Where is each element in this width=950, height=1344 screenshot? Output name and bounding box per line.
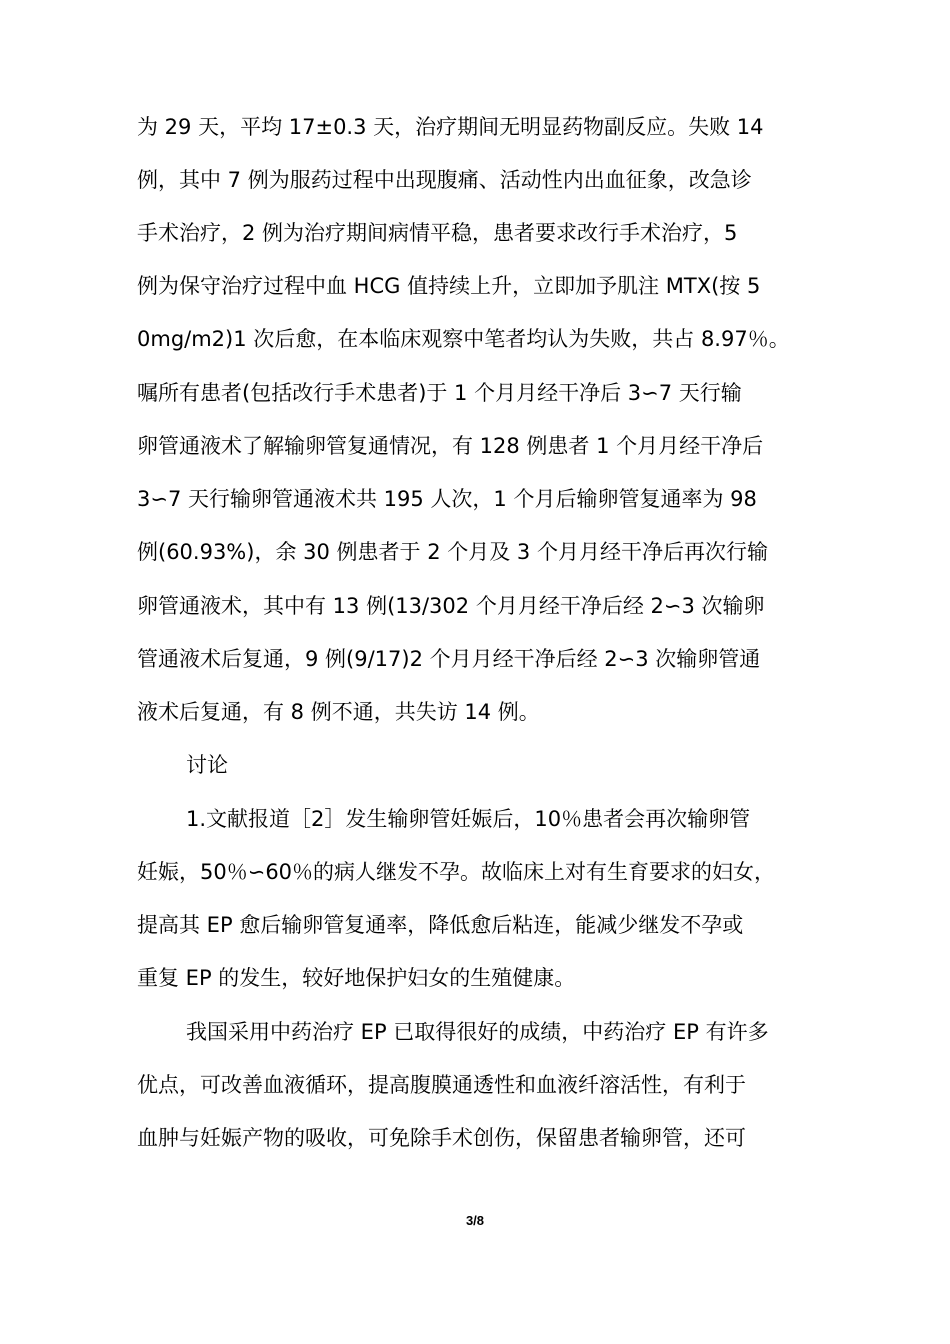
text-line: 嘱所有患者(包括改行手术患者)于 1 个月月经干净后 3∽7 天行输 bbox=[137, 381, 742, 405]
text-line: 血肿与妊娠产物的吸收，可免除手术创伤，保留患者输卵管，还可 bbox=[137, 1126, 746, 1150]
text-line: 提高其 EP 愈后输卵管复通率，降低愈后粘连，能减少继发不孕或 bbox=[137, 913, 744, 937]
text-line: 例(60.93%)，余 30 例患者于 2 个月及 3 个月月经干净后再次行输 bbox=[137, 540, 768, 564]
text-line: 例，其中 7 例为服药过程中出现腹痛、活动性内出血征象，改急诊 bbox=[137, 168, 752, 192]
text-line: 管通液术后复通，9 例(9/17)2 个月月经干净后经 2∽3 次输卵管通 bbox=[137, 647, 761, 671]
text-line: 卵管通液术了解输卵管复通情况，有 128 例患者 1 个月月经干净后 bbox=[137, 434, 764, 458]
text-line: 妊娠，50％∽60％的病人继发不孕。故临床上对有生育要求的妇女， bbox=[137, 860, 776, 884]
text-line: 液术后复通，有 8 例不通，共失访 14 例。 bbox=[137, 700, 540, 724]
text-line: 例为保守治疗过程中血 HCG 值持续上升，立即加予肌注 MTX(按 5 bbox=[137, 274, 761, 298]
text-line: 1.文献报道［2］发生输卵管妊娠后，10％患者会再次输卵管 bbox=[186, 807, 751, 831]
text-line: 3∽7 天行输卵管通液术共 195 人次，1 个月后输卵管复通率为 98 bbox=[137, 487, 757, 511]
text-line: 为 29 天，平均 17±0.3 天，治疗期间无明显药物副反应。失败 14 bbox=[137, 115, 764, 139]
page-number: 3/8 bbox=[465, 1213, 485, 1228]
text-line: 卵管通液术，其中有 13 例(13/302 个月月经干净后经 2∽3 次输卵 bbox=[137, 594, 765, 618]
text-line: 我国采用中药治疗 EP 已取得很好的成绩，中药治疗 EP 有许多 bbox=[186, 1020, 769, 1044]
text-line: 优点，可改善血液循环，提高腹膜通透性和血液纤溶活性，有利于 bbox=[137, 1073, 746, 1097]
section-heading-discussion: 讨论 bbox=[186, 753, 228, 777]
text-line: 0mg/m2)1 次后愈，在本临床观察中笔者均认为失败，共占 8.97％。 bbox=[137, 327, 790, 351]
text-line: 重复 EP 的发生，较好地保护妇女的生殖健康。 bbox=[137, 966, 576, 990]
text-line: 手术治疗，2 例为治疗期间病情平稳，患者要求改行手术治疗，5 bbox=[137, 221, 738, 245]
